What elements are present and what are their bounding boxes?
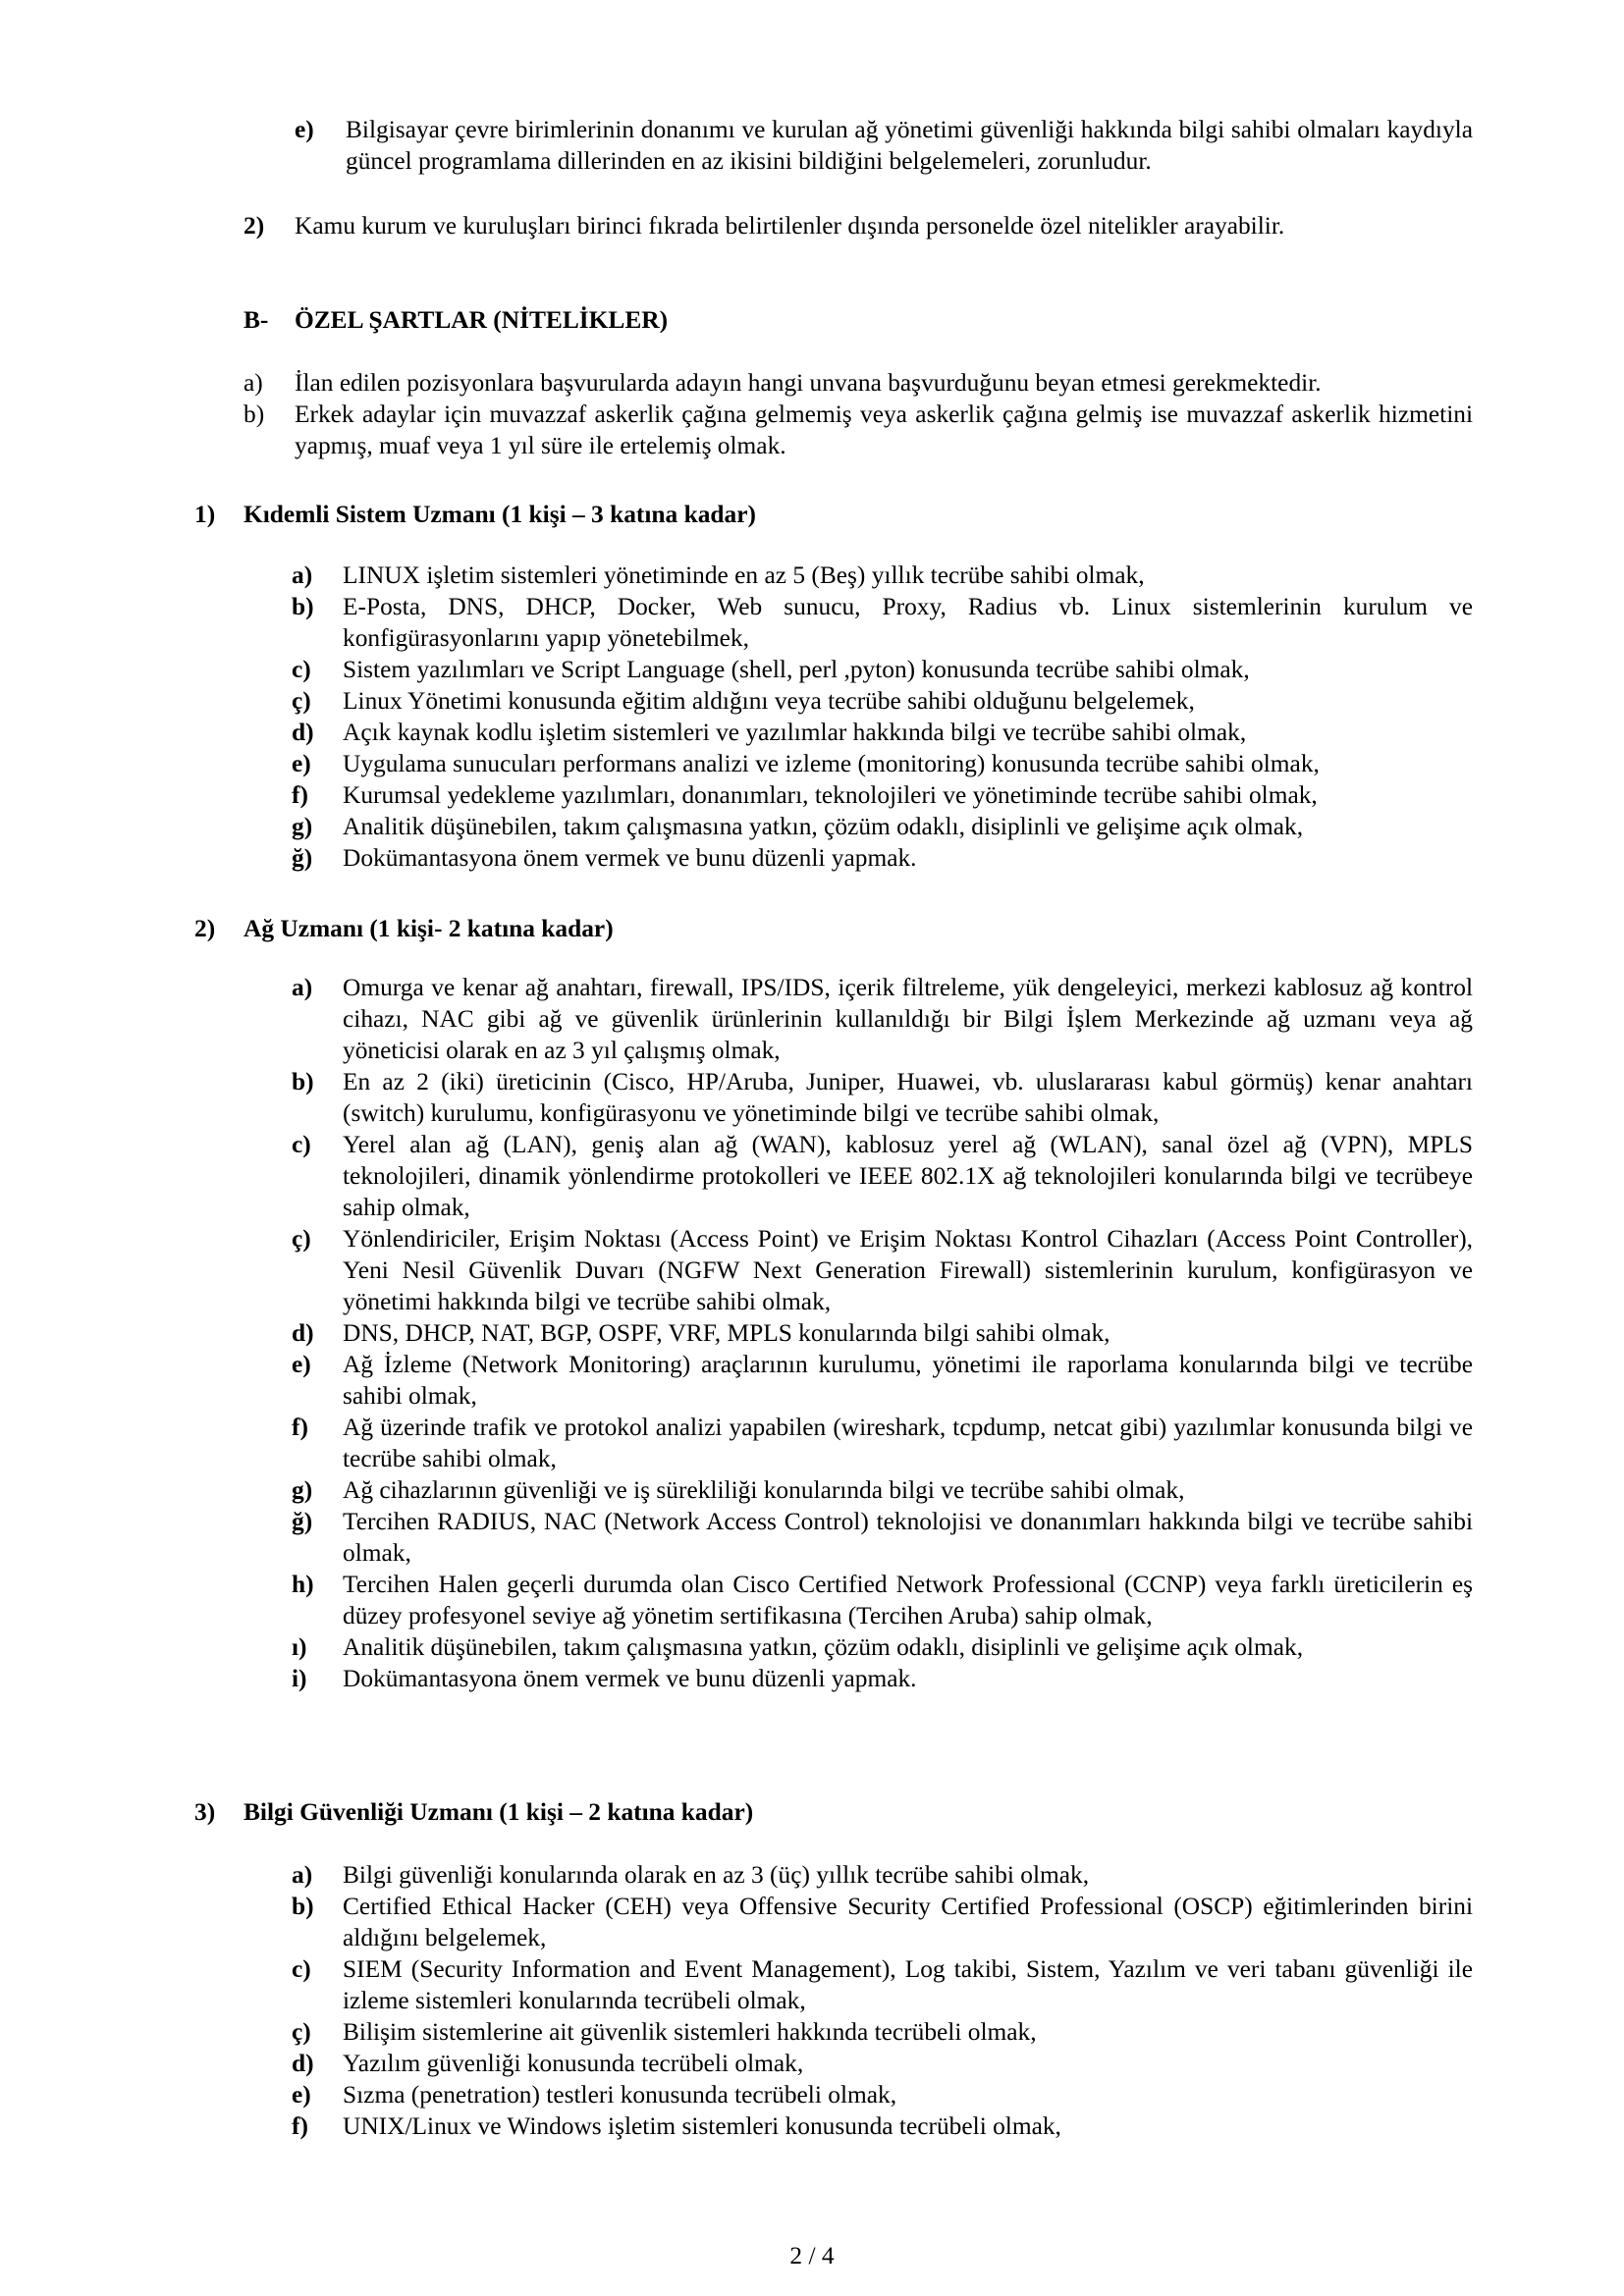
item-label: ğ) bbox=[292, 844, 313, 872]
list-item bbox=[292, 1129, 1473, 1223]
item-text: Erkek adaylar için muvazzaf askerlik çağına gelmemiş veya askerlik çağına gelmiş ise muvazzaf askerlik hizmetini yapmış, muaf veya 1 yıl süre ile ertelemiş olmak. bbox=[295, 400, 1473, 459]
list-item bbox=[292, 2048, 1473, 2079]
page-number: 2 / 4 bbox=[789, 2242, 835, 2269]
item-label: ç) bbox=[292, 687, 311, 715]
list-item bbox=[292, 591, 1473, 654]
item-text: Yönlendiriciler, Erişim Noktası (Access Point) ve Erişim Noktası Kontrol Cihazları (Access Point Controller), Yeni Nesil Güvenlik Duvarı (NGFW Next Generation Firewall) sistemlerinin kurulum, konfigürasyon ve yönetimi hakkında bilgi ve tecrübe sahibi olmak, bbox=[343, 1225, 1473, 1315]
item-label: c) bbox=[292, 1131, 311, 1158]
item-text: Ağ cihazlarının güvenliği ve iş sürekliliği konularında bilgi ve tecrübe sahibi olmak, bbox=[343, 1476, 1185, 1504]
list-item bbox=[292, 779, 1473, 811]
list-item bbox=[292, 1631, 1473, 1663]
list-item bbox=[244, 367, 1473, 399]
list-item bbox=[292, 717, 1473, 748]
item-label: d) bbox=[292, 1319, 314, 1347]
item-text: Yerel alan ağ (LAN), geniş alan ağ (WAN), kablosuz yerel ağ (WLAN), sanal özel ağ (VPN), MPLS teknolojileri, dinamik yönlendirme protokolleri ve IEEE 802.1X ağ teknolojileri konularında bilgi ve tecrübeye sahip olmak, bbox=[343, 1131, 1473, 1221]
list-item bbox=[292, 1474, 1473, 1506]
item-text: Linux Yönetimi konusunda eğitim aldığını veya tecrübe sahibi olduğunu belgelemek, bbox=[343, 687, 1195, 715]
item-text: Kurumsal yedekleme yazılımları, donanımları, teknolojileri ve yönetiminde tecrübe sahibi olmak, bbox=[343, 781, 1318, 809]
item-label: c) bbox=[292, 1955, 311, 1983]
item-text: Ağ üzerinde trafik ve protokol analizi yapabilen (wireshark, tcpdump, netcat gibi) yazılımlar konusunda bilgi ve tecrübe sahibi olmak, bbox=[343, 1414, 1473, 1472]
item-label: f) bbox=[292, 781, 308, 809]
position-heading bbox=[194, 499, 756, 530]
item-label: f) bbox=[292, 2112, 308, 2140]
list-item bbox=[292, 972, 1473, 1066]
item-label: b) bbox=[292, 1068, 314, 1095]
list-item bbox=[244, 210, 1473, 241]
list-item bbox=[292, 1663, 1473, 1694]
item-text: Ağ İzleme (Network Monitoring) araçlarının kurulumu, yönetimi ile raporlama konularında bilgi ve tecrübe sahibi olmak, bbox=[343, 1351, 1473, 1410]
list-item bbox=[292, 748, 1473, 779]
item-label: f) bbox=[292, 1414, 308, 1441]
item-label: g) bbox=[292, 813, 313, 840]
item-label: b) bbox=[244, 400, 265, 428]
list-item bbox=[292, 1317, 1473, 1349]
list-item bbox=[292, 654, 1473, 685]
item-label: ç) bbox=[292, 2018, 311, 2046]
position-title: Ağ Uzmanı (1 kişi- 2 katına kadar) bbox=[244, 915, 614, 942]
item-text: SIEM (Security Information and Event Management), Log takibi, Sistem, Yazılım ve veri tabanı güvenliği ile izleme sistemleri konularında tecrübeli olmak, bbox=[343, 1955, 1473, 2014]
list-item bbox=[292, 842, 1473, 874]
item-label: e) bbox=[295, 116, 314, 143]
list-item bbox=[295, 114, 1473, 177]
position-heading bbox=[194, 913, 614, 944]
item-text: Dokümantasyona önem vermek ve bunu düzenli yapmak. bbox=[343, 1665, 917, 1692]
position-number: 2) bbox=[194, 915, 216, 942]
item-text: İlan edilen pozisyonlara başvurularda adayın hangi unvana başvurduğunu beyan etmesi gerekmektedir. bbox=[295, 369, 1322, 397]
item-text: Yazılım güvenliği konusunda tecrübeli olmak, bbox=[343, 2050, 804, 2077]
item-label: ç) bbox=[292, 1225, 311, 1253]
item-label: c) bbox=[292, 656, 311, 683]
item-label: 2) bbox=[244, 212, 265, 240]
item-text: En az 2 (iki) üreticinin (Cisco, HP/Aruba, Juniper, Huawei, vb. uluslararası kabul görmüş) kenar anahtarı (switch) kurulumu, konfigürasyonu ve yönetiminde bilgi ve tecrübe sahibi olmak, bbox=[343, 1068, 1473, 1127]
list-item bbox=[292, 1066, 1473, 1129]
item-label: e) bbox=[292, 1351, 311, 1378]
item-text: E-Posta, DNS, DHCP, Docker, Web sunucu, Proxy, Radius vb. Linux sistemlerinin kurulum ve konfigürasyonlarını yapıp yönetebilmek, bbox=[343, 593, 1473, 652]
item-label: ğ) bbox=[292, 1508, 313, 1535]
list-item bbox=[292, 1569, 1473, 1631]
item-text: Sistem yazılımları ve Script Language (shell, perl ,pyton) konusunda tecrübe sahibi olmak, bbox=[343, 656, 1250, 683]
list-item bbox=[292, 2016, 1473, 2048]
position-heading bbox=[194, 1796, 753, 1828]
list-item bbox=[292, 1859, 1473, 1891]
item-label: a) bbox=[292, 561, 313, 589]
item-text: Sızma (penetration) testleri konusunda tecrübeli olmak, bbox=[343, 2081, 897, 2109]
list-item bbox=[292, 1953, 1473, 2016]
item-label: a) bbox=[244, 369, 263, 397]
item-label: b) bbox=[292, 593, 314, 620]
item-text: Analitik düşünebilen, takım çalışmasına yatkın, çözüm odaklı, disiplinli ve gelişime açık olmak, bbox=[343, 1633, 1304, 1661]
list-item bbox=[244, 399, 1473, 461]
list-item bbox=[292, 1223, 1473, 1317]
item-label: g) bbox=[292, 1476, 313, 1504]
section-title: ÖZEL ŞARTLAR (NİTELİKLER) bbox=[295, 306, 669, 334]
item-text: Tercihen Halen geçerli durumda olan Cisco Certified Network Professional (CCNP) veya farklı üreticilerin eş düzey profesyonel seviye ağ yönetim sertifikasına (Tercihen Aruba) sahip olmak, bbox=[343, 1571, 1473, 1629]
item-text: Tercihen RADIUS, NAC (Network Access Control) teknolojisi ve donanımları hakkında bilgi ve tecrübe sahibi olmak, bbox=[343, 1508, 1473, 1567]
list-item bbox=[292, 2110, 1473, 2142]
item-text: Certified Ethical Hacker (CEH) veya Offensive Security Certified Professional (OSCP) eğitimlerinden birini aldığını belgelemek, bbox=[343, 1893, 1473, 1951]
item-text: Kamu kurum ve kuruluşları birinci fıkrada belirtilenler dışında personelde özel nitelikler arayabilir. bbox=[295, 212, 1285, 240]
item-text: Uygulama sunucuları performans analizi ve izleme (monitoring) konusunda tecrübe sahibi olmak, bbox=[343, 750, 1320, 777]
item-text: DNS, DHCP, NAT, BGP, OSPF, VRF, MPLS konularında bilgi sahibi olmak, bbox=[343, 1319, 1110, 1347]
item-label: a) bbox=[292, 1861, 313, 1889]
position-number: 3) bbox=[194, 1798, 216, 1826]
item-text: Dokümantasyona önem vermek ve bunu düzenli yapmak. bbox=[343, 844, 917, 872]
position-number: 1) bbox=[194, 501, 216, 528]
item-label: d) bbox=[292, 2050, 314, 2077]
list-item bbox=[292, 685, 1473, 717]
list-item bbox=[292, 560, 1473, 591]
item-text: Açık kaynak kodlu işletim sistemleri ve yazılımlar hakkında bilgi ve tecrübe sahibi olmak, bbox=[343, 719, 1247, 746]
item-label: e) bbox=[292, 2081, 311, 2109]
position-title: Bilgi Güvenliği Uzmanı (1 kişi – 2 katına kadar) bbox=[244, 1798, 754, 1826]
item-label: a) bbox=[292, 974, 313, 1001]
section-label: B- bbox=[244, 306, 269, 334]
list-item bbox=[292, 811, 1473, 842]
item-text: Omurga ve kenar ağ anahtarı, firewall, IPS/IDS, içerik filtreleme, yük dengeleyici, merkezi kablosuz ağ kontrol cihazı, NAC gibi ağ ve güvenlik ürünlerinin kullanıldığı bir Bilgi İşlem Merkezinde ağ uzmanı veya ağ yöneticisi olarak en az 3 yıl çalışmış olmak, bbox=[343, 974, 1473, 1064]
list-item bbox=[292, 1891, 1473, 1953]
section-heading bbox=[244, 304, 668, 336]
item-text: Bilgi güvenliği konularında olarak en az 3 (üç) yıllık tecrübe sahibi olmak, bbox=[343, 1861, 1090, 1889]
item-text: Bilgisayar çevre birimlerinin donanımı ve kurulan ağ yönetimi güvenliği hakkında bilgi sahibi olmaları kaydıyla güncel programlama dillerinden en az ikisini bildiğini belgelemeleri, zorunludur. bbox=[346, 116, 1473, 175]
list-item bbox=[292, 2079, 1473, 2110]
list-item bbox=[292, 1349, 1473, 1412]
item-label: h) bbox=[292, 1571, 314, 1598]
item-label: b) bbox=[292, 1893, 314, 1920]
item-text: Analitik düşünebilen, takım çalışmasına yatkın, çözüm odaklı, disiplinli ve gelişime açık olmak, bbox=[343, 813, 1304, 840]
item-label: d) bbox=[292, 719, 314, 746]
list-item bbox=[292, 1412, 1473, 1474]
item-text: Bilişim sistemlerine ait güvenlik sistemleri hakkında tecrübeli olmak, bbox=[343, 2018, 1037, 2046]
item-text: LINUX işletim sistemleri yönetiminde en az 5 (Beş) yıllık tecrübe sahibi olmak, bbox=[343, 561, 1145, 589]
item-label: ı) bbox=[292, 1633, 307, 1661]
position-title: Kıdemli Sistem Uzmanı (1 kişi – 3 katına kadar) bbox=[244, 501, 756, 528]
list-item bbox=[292, 1506, 1473, 1569]
item-label: e) bbox=[292, 750, 311, 777]
item-text: UNIX/Linux ve Windows işletim sistemleri konusunda tecrübeli olmak, bbox=[343, 2112, 1061, 2140]
item-label: i) bbox=[292, 1665, 307, 1692]
